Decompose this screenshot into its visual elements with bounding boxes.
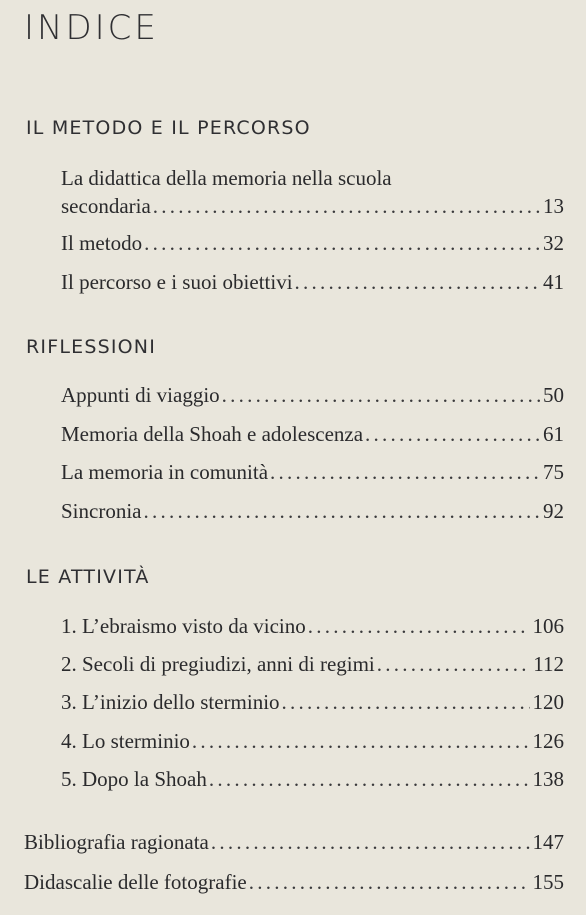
toc-entry-page: 61 [543,422,564,446]
toc-entry-page: 13 [543,194,564,218]
toc-entry-page: 147 [532,830,564,854]
toc-entry[interactable] [61,229,564,257]
toc-entry-page: 41 [543,270,564,294]
toc-entry-page: 120 [532,690,564,714]
toc-entry-label: 4. Lo sterminio [61,729,190,753]
toc-entry[interactable] [61,192,564,220]
section-heading-riflessioni: RIFLESSIONI [26,336,157,358]
toc-entry-page: 138 [532,767,564,791]
toc-entry-label: 3. L’inizio dello sterminio [61,690,280,714]
toc-entry-label: 2. Secoli di pregiudizi, anni di regimi [61,652,375,676]
toc-entry[interactable] [61,381,564,409]
toc-entry[interactable] [61,458,564,486]
toc-entry-page: 112 [533,652,564,676]
toc-entry[interactable] [61,420,564,448]
toc-entry[interactable] [61,497,564,525]
toc-entry-label: secondaria [61,194,151,218]
toc-entry-label: 1. L’ebraismo visto da vicino [61,614,306,638]
toc-entry-page: 155 [532,870,564,894]
toc-entry-page: 126 [532,729,564,753]
toc-entry[interactable] [61,688,564,716]
toc-entry[interactable] [61,268,564,296]
toc-entry-label: 5. Dopo la Shoah [61,767,207,791]
toc-entry[interactable] [61,765,564,793]
toc-entry-label-line1: La didattica della memoria nella scuola [61,166,392,190]
section-heading-metodo: IL METODO E IL PERCORSO [26,117,311,139]
toc-entry-page: 106 [532,614,564,638]
section-heading-attivita: LE ATTIVITÀ [26,566,150,588]
toc-entry-label: Memoria della Shoah e adolescenza [61,422,364,446]
toc-entry-label: Il metodo [61,231,143,255]
leader-dots [153,192,540,220]
leader-dots [222,381,540,409]
toc-entry-bibliografia[interactable] [24,828,564,856]
leader-dots [249,868,530,896]
leader-dots [365,420,540,448]
toc-entry-label: Appunti di viaggio [61,383,220,407]
leader-dots [377,650,530,678]
toc-entry-didascalie[interactable] [24,868,564,896]
leader-dots [295,268,540,296]
toc-entry-page: 50 [543,383,564,407]
leader-dots [308,612,530,640]
leader-dots [270,458,540,486]
toc-entry[interactable] [61,650,564,678]
leader-dots [144,229,540,257]
toc-entry-label: Il percorso e i suoi obiettivi [61,270,293,294]
leader-dots [282,688,530,716]
toc-entry[interactable] [61,727,564,755]
leader-dots [143,497,540,525]
toc-entry-page: 75 [543,460,564,484]
toc-entry-label: La memoria in comunità [61,460,269,484]
leader-dots [211,828,530,856]
toc-entry-page: 32 [543,231,564,255]
leader-dots [209,765,530,793]
toc-entry-page: 92 [543,499,564,523]
page-title: INDICE [24,8,159,48]
toc-entry-label: Bibliografia ragionata [24,830,209,854]
toc-entry-label: Didascalie delle fotografie [24,870,247,894]
toc-entry-label: Sincronia [61,499,142,523]
toc-entry[interactable] [61,612,564,640]
leader-dots [192,727,530,755]
